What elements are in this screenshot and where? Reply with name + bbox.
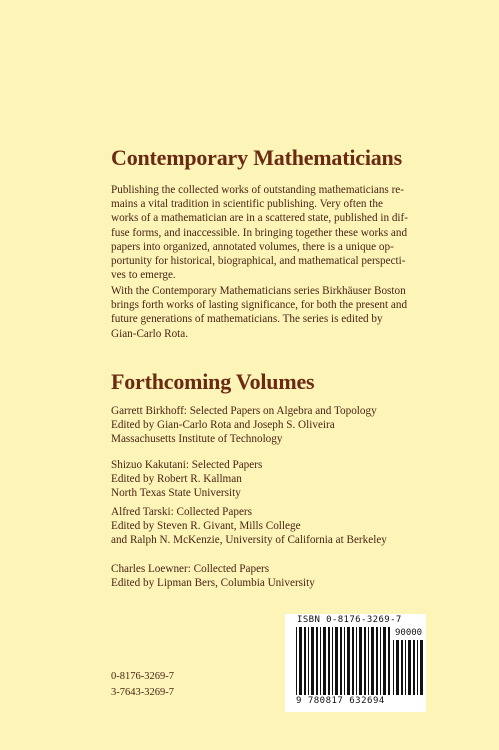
text-line: Publishing the collected works of outstanding mathematicians re-	[111, 184, 404, 196]
barcode-stripe	[304, 627, 306, 695]
barcode-stripe	[408, 640, 411, 695]
volume-editors: Edited by Gian-Carlo Rota and Joseph S. Oliveira	[111, 419, 335, 432]
barcode-isbn-label: ISBN 0-8176-3269-7	[297, 615, 402, 625]
volume-entry-birkhoff	[111, 404, 377, 447]
barcode-stripe	[364, 627, 366, 695]
series-heading: Contemporary Mathematicians	[111, 145, 402, 170]
volume-title: Garrett Birkhoff: Selected Papers on Algebra and Topology	[111, 405, 377, 417]
barcode-stripe	[371, 627, 374, 695]
barcode-stripe	[417, 640, 418, 695]
volume-entry-loewner	[111, 562, 315, 590]
barcode-stripe	[308, 627, 309, 695]
barcode-stripe	[323, 627, 326, 695]
barcode-stripe	[332, 627, 333, 695]
volume-affiliation: Massachusetts Institute of Technology	[111, 433, 283, 446]
barcode-stripe	[376, 627, 378, 695]
volume-title: Alfred Tarski: Collected Papers	[111, 506, 252, 518]
barcode-stripe	[356, 627, 357, 695]
barcode-stripe	[380, 627, 381, 695]
series-description-paragraph	[111, 183, 408, 282]
text-line: works of a mathematician are in a scattered state, published in dif-	[111, 212, 408, 225]
forthcoming-heading: Forthcoming Volumes	[111, 369, 315, 394]
barcode-stripe	[401, 640, 403, 695]
text-line: portunity for historical, biographical, and mathematical perspecti-	[111, 255, 406, 268]
addon-barcode	[393, 640, 423, 695]
barcode-stripe	[393, 640, 394, 695]
text-line: brings forth works of lasting significance, for both the present and	[111, 299, 408, 312]
barcode-stripe	[396, 640, 399, 695]
text-line: future generations of mathematicians. The series is edited by	[111, 313, 383, 326]
barcode-stripe	[320, 627, 321, 695]
ean-barcode	[296, 627, 392, 695]
barcode-stripe	[335, 627, 338, 695]
barcode-stripe	[328, 627, 330, 695]
volume-editors: Edited by Steven R. Givant, Mills College	[111, 520, 301, 533]
volume-title: Shizuo Kakutani: Selected Papers	[111, 459, 263, 471]
volume-title: Charles Loewner: Collected Papers	[111, 563, 270, 575]
text-line: Gian-Carlo Rota.	[111, 327, 189, 340]
barcode-stripe	[368, 627, 369, 695]
text-line: fuse forms, and inaccessible. In bringing together these works and	[111, 226, 408, 239]
text-line: papers into organized, annotated volumes, there is a unique op-	[111, 240, 394, 253]
barcode-stripe	[344, 627, 345, 695]
barcode-stripe	[352, 627, 354, 695]
volume-entry-kakutani	[111, 458, 262, 501]
volume-editors-cont: and Ralph N. McKenzie, University of California at Berkeley	[111, 534, 387, 547]
volume-editors: Edited by Robert R. Kallman	[111, 473, 242, 486]
barcode-stripe	[413, 640, 415, 695]
isbn-eu: 3-7643-3269-7	[111, 687, 174, 698]
volume-entry-tarski	[111, 505, 387, 548]
text-line: mains a vital tradition in scientific publishing. Very often the	[111, 198, 383, 211]
barcode-stripe	[420, 640, 423, 695]
volume-editors: Edited by Lipman Bers, Columbia University	[111, 577, 315, 590]
barcode-stripe	[388, 627, 390, 695]
volume-affiliation: North Texas State University	[111, 487, 241, 500]
barcode-stripe	[296, 627, 297, 695]
barcode-stripe	[316, 627, 318, 695]
barcode-stripe	[405, 640, 406, 695]
barcode-ean-digits: 9 780817 632694	[296, 696, 385, 706]
barcode-price-code: 90000	[395, 628, 423, 638]
barcode-stripe	[383, 627, 386, 695]
series-editor-paragraph	[111, 284, 407, 341]
barcode-stripe	[359, 627, 362, 695]
isbn-numbers	[111, 669, 174, 701]
barcode-stripe	[311, 627, 314, 695]
text-line: ves to emerge.	[111, 269, 176, 282]
barcode-stripe	[340, 627, 342, 695]
barcode-stripe	[299, 627, 302, 695]
isbn-us: 0-8176-3269-7	[111, 671, 174, 682]
text-line: With the Contemporary Mathematicians series Birkhäuser Boston	[111, 285, 406, 297]
barcode-stripe	[347, 627, 350, 695]
